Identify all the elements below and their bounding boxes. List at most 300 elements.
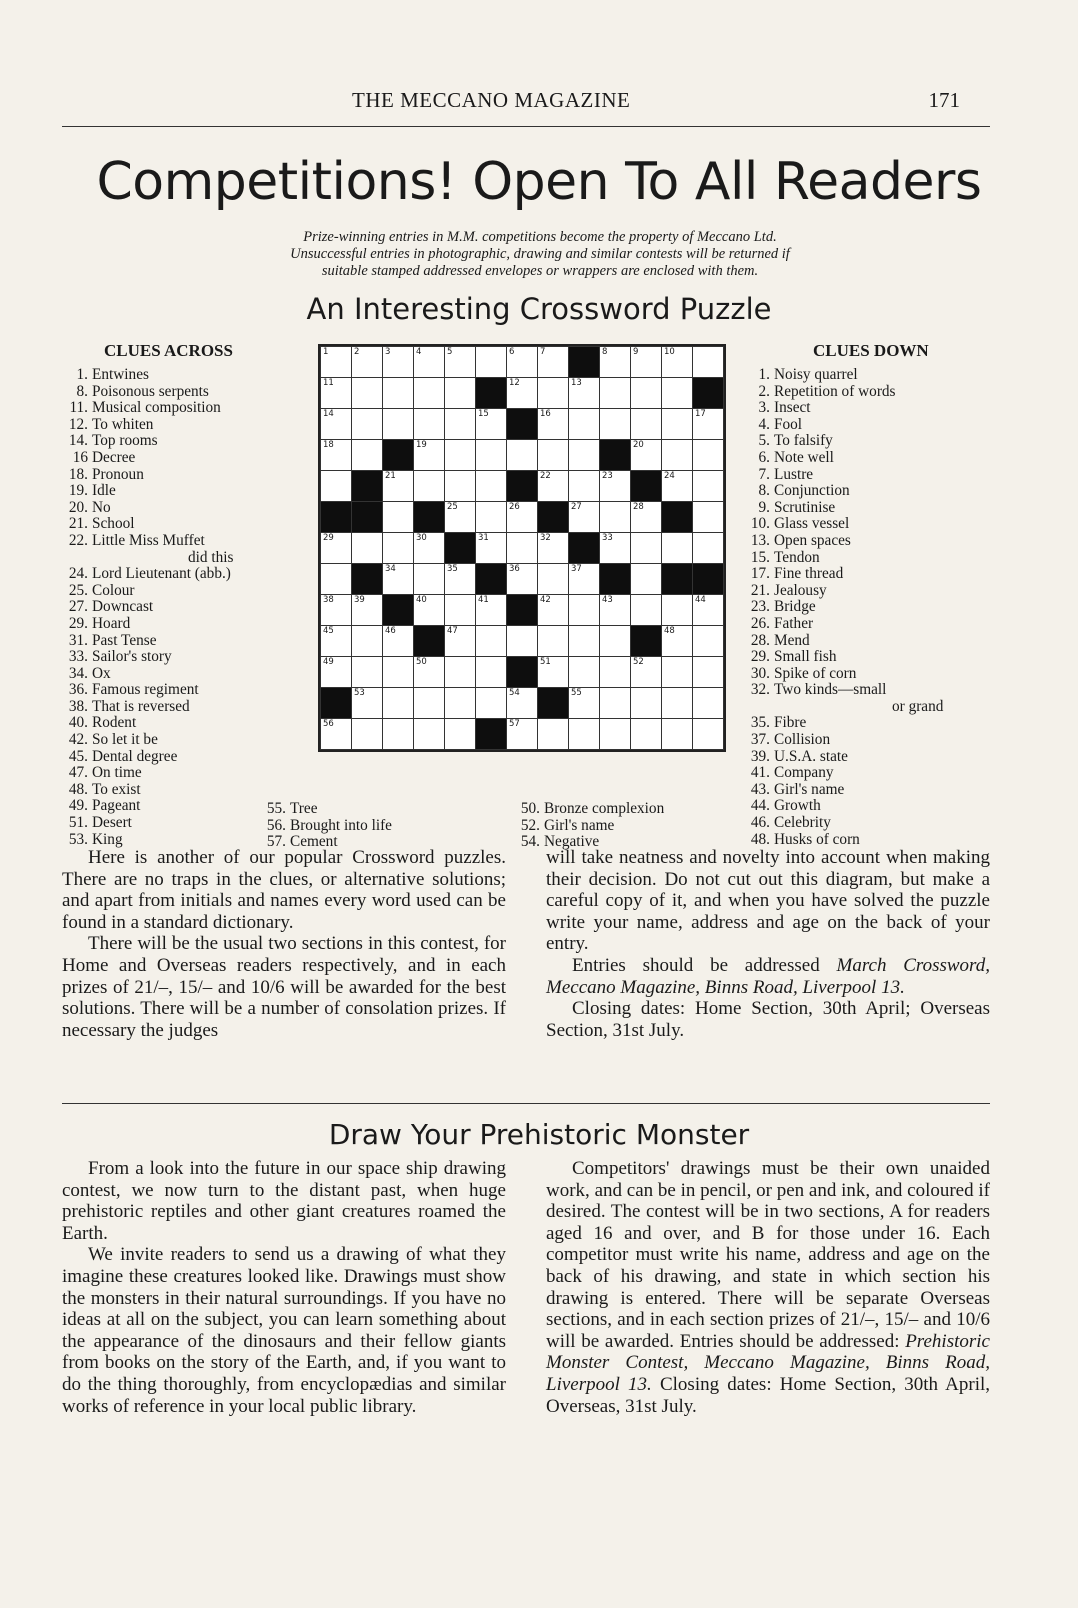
grid-cell: [538, 409, 569, 440]
grid-cell: [631, 347, 662, 378]
grid-cell: [445, 595, 476, 626]
clues-across-continued: [258, 801, 498, 851]
clue-item: [60, 450, 320, 467]
grid-cell: [383, 688, 414, 719]
clue-text: Poisonous serpents: [92, 382, 209, 400]
grid-cell: [662, 626, 693, 657]
grid-cell-number: 28: [633, 502, 644, 512]
grid-cell-number: 46: [385, 626, 396, 636]
grid-cell: [662, 657, 693, 688]
grid-black-square: [414, 626, 445, 657]
clue-text: Colour: [92, 581, 135, 599]
clue-text: Girl's name: [544, 816, 615, 834]
clue-number: 3.: [758, 399, 770, 417]
clue-number: 8.: [76, 382, 88, 400]
monster-rules: Competitors' drawings must be their own unaided work, and can be in pencil, or pen and ink, and coloured if desired. The contest will be in two sections, A for readers aged 16 and over, and B for those under 16. Each competitor must write his name, address and age on the back of his drawing, and state in which section his drawing is entered. There will be separate Overseas sections, and in each section prizes of 21/–, 15/– and 10/6 will be awarded. Entries should be addressed:: [546, 1158, 990, 1352]
grid-cell: [600, 533, 631, 564]
grid-cell: [538, 533, 569, 564]
grid-cell: [507, 564, 538, 595]
grid-black-square: [693, 378, 724, 409]
grid-cell-number: 47: [447, 626, 458, 636]
clue-text: Repetition of words: [774, 382, 896, 400]
grid-black-square: [414, 502, 445, 533]
grid-cell-number: 16: [540, 409, 551, 419]
grid-row: [321, 533, 724, 564]
grid-cell-number: 11: [323, 378, 334, 388]
grid-row: [321, 502, 724, 533]
clue-text: School: [92, 515, 135, 533]
clue-text: Decree: [92, 448, 136, 466]
grid-cell: [476, 688, 507, 719]
clue-number: 46.: [750, 814, 770, 832]
grid-cell: [352, 533, 383, 564]
grid-cell-number: 49: [323, 657, 334, 667]
clue-text: Glass vessel: [774, 515, 850, 533]
clue-item: [60, 417, 320, 434]
clues-down-continued: [512, 801, 742, 851]
grid-cell-number: 43: [602, 595, 613, 605]
grid-cell: [631, 502, 662, 533]
grid-cell: [445, 440, 476, 471]
entries-label: Entries should be addressed: [572, 954, 820, 976]
grid-cell: [476, 595, 507, 626]
clue-text: Spike of corn: [774, 664, 857, 682]
page-title: Competitions! Open To All Readers: [96, 152, 982, 212]
grid-cell: [538, 595, 569, 626]
grid-cell-number: 33: [602, 533, 613, 543]
clue-text: Girl's name: [774, 780, 845, 798]
clue-number: 18.: [68, 465, 88, 483]
clue-number: 48.: [68, 780, 88, 798]
grid-cell: [445, 564, 476, 595]
grid-cell-number: 7: [540, 347, 546, 357]
grid-black-square: [507, 657, 538, 688]
clue-number: 25.: [68, 581, 88, 599]
grid-row: [321, 378, 724, 409]
clue-text: Idle: [92, 482, 116, 500]
grid-cell: [321, 409, 352, 440]
monster-text-right: [546, 1158, 990, 1417]
clue-item: [742, 583, 972, 600]
grid-cell: [414, 471, 445, 502]
grid-black-square: [476, 378, 507, 409]
grid-cell: [631, 595, 662, 626]
crossword-grid: [318, 344, 726, 752]
grid-cell: [631, 657, 662, 688]
grid-cell: [507, 502, 538, 533]
clue-item: [60, 384, 320, 401]
grid-cell: [476, 533, 507, 564]
clue-item: [742, 682, 972, 699]
grid-cell-number: 25: [447, 502, 458, 512]
clue-item: [742, 699, 972, 716]
clue-number: 7.: [758, 465, 770, 483]
grid-cell: [445, 719, 476, 750]
clue-text: Mend: [774, 631, 810, 649]
grid-cell-number: 30: [416, 533, 427, 543]
grid-cell: [352, 719, 383, 750]
clue-number: 31.: [68, 631, 88, 649]
clue-text: Fool: [774, 415, 803, 433]
grid-cell-number: 18: [323, 440, 334, 450]
page-header: [62, 86, 990, 127]
clue-text: Tree: [290, 800, 318, 817]
clue-text: To falsify: [774, 432, 833, 450]
clue-item: [742, 400, 972, 417]
grid-black-square: [352, 502, 383, 533]
grid-cell-number: 27: [571, 502, 582, 512]
grid-cell-number: 8: [602, 347, 608, 357]
grid-row: [321, 471, 724, 502]
grid-cell: [414, 409, 445, 440]
grid-cell: [693, 502, 724, 533]
grid-cell: [569, 688, 600, 719]
monster-text-left: [62, 1158, 506, 1417]
grid-cell-number: 57: [509, 719, 520, 729]
grid-cell: [445, 502, 476, 533]
grid-cell: [414, 440, 445, 471]
grid-black-square: [476, 564, 507, 595]
clue-item: [60, 400, 320, 417]
grid-cell: [600, 409, 631, 440]
clue-item: [60, 765, 320, 782]
grid-cell-number: 20: [633, 440, 644, 450]
paragraph: There will be the usual two sections in this contest, for Home and Overseas readers respectively, and in each prizes of 21/–, 15/– and 10/6 will be awarded for the best solutions. There will be a number of consolation prizes. If necessary the judges: [62, 933, 506, 1041]
grid-cell: [445, 657, 476, 688]
clue-number: 14.: [68, 432, 88, 450]
clue-number: 20.: [68, 498, 88, 516]
clue-item: [60, 433, 320, 450]
grid-cell-number: 41: [478, 595, 489, 605]
clue-text: Ox: [92, 664, 111, 682]
grid-cell-number: 9: [633, 347, 639, 357]
grid-black-square: [662, 564, 693, 595]
grid-cell-number: 39: [354, 595, 365, 605]
clue-text: To exist: [92, 780, 141, 798]
clue-item: [742, 715, 972, 732]
grid-cell: [352, 688, 383, 719]
clue-item: [60, 583, 320, 600]
grid-cell: [414, 378, 445, 409]
grid-cell: [693, 533, 724, 564]
grid-cell: [507, 719, 538, 750]
clue-text: Small fish: [774, 648, 837, 666]
clue-text: Insect: [774, 399, 811, 417]
grid-cell: [631, 440, 662, 471]
grid-cell: [321, 657, 352, 688]
clue-number: 55.: [266, 800, 286, 817]
clue-text: Conjunction: [774, 482, 850, 500]
grid-cell: [569, 440, 600, 471]
clue-text: Fine thread: [774, 565, 844, 583]
clue-number: 23.: [750, 598, 770, 616]
clue-text: Brought into life: [290, 816, 392, 834]
clue-number: 26.: [750, 614, 770, 632]
clue-item: [742, 666, 972, 683]
clue-text: King: [92, 830, 123, 848]
grid-cell: [662, 719, 693, 750]
clue-item: [742, 450, 972, 467]
grid-cell: [476, 471, 507, 502]
grid-cell: [600, 471, 631, 502]
grid-cell: [383, 533, 414, 564]
clue-item: [60, 367, 320, 384]
monster-closing: Closing dates: Home Section, 30th April, Overseas, 31st July.: [546, 1373, 991, 1417]
grid-cell: [538, 440, 569, 471]
grid-cell-number: 2: [354, 347, 360, 357]
clue-number: 21.: [750, 581, 770, 599]
clue-item: [742, 749, 972, 766]
clue-number: 16: [72, 448, 88, 466]
clue-text: or grand: [892, 697, 944, 715]
grid-row: [321, 440, 724, 471]
clue-number: 8.: [758, 482, 770, 500]
grid-cell-number: 19: [416, 440, 427, 450]
clue-item: [60, 599, 320, 616]
grid-cell: [383, 378, 414, 409]
grid-cell: [383, 471, 414, 502]
grid-cell: [569, 626, 600, 657]
grid-cell: [414, 657, 445, 688]
grid-cell-number: 40: [416, 595, 427, 605]
grid-cell-number: 15: [478, 409, 489, 419]
clue-number: 33.: [68, 648, 88, 666]
crossword-text-left: [62, 847, 506, 1041]
clue-text: No: [92, 498, 111, 516]
clue-text: Bronze complexion: [544, 800, 665, 817]
clue-text: Top rooms: [92, 432, 158, 450]
clue-item: [60, 550, 320, 567]
grid-row: [321, 409, 724, 440]
clues-down-list: [742, 367, 972, 848]
grid-cell-number: 55: [571, 688, 582, 698]
clue-item: [742, 433, 972, 450]
clue-item: [258, 801, 498, 818]
grid-cell-number: 53: [354, 688, 365, 698]
clue-item: [60, 749, 320, 766]
grid-cell: [383, 502, 414, 533]
crossword-text-right: [546, 847, 990, 1041]
clue-text: Lustre: [774, 465, 814, 483]
grid-cell: [600, 688, 631, 719]
grid-cell: [383, 657, 414, 688]
grid-cell-number: 13: [571, 378, 582, 388]
clue-number: 2.: [758, 382, 770, 400]
clue-text: Desert: [92, 814, 132, 832]
clue-item: [60, 616, 320, 633]
clue-number: 44.: [750, 797, 770, 815]
clue-text: Celebrity: [774, 814, 831, 832]
clue-number: 24.: [68, 565, 88, 583]
clue-number: 15.: [750, 548, 770, 566]
clue-text: Note well: [774, 448, 834, 466]
clue-number: 1.: [76, 366, 88, 383]
paragraph: From a look into the future in our space ship drawing contest, we now turn to the distant past, when huge prehistoric reptiles and other giant creatures roamed the Earth.: [62, 1158, 506, 1244]
grid-cell-number: 42: [540, 595, 551, 605]
clue-number: 43.: [750, 780, 770, 798]
grid-cell: [507, 688, 538, 719]
grid-cell: [693, 440, 724, 471]
grid-cell: [600, 502, 631, 533]
grid-cell: [321, 347, 352, 378]
entries-address: March Crossword, Meccano Magazine, Binns Road, Liverpool 13.: [546, 954, 990, 998]
grid-cell: [569, 657, 600, 688]
clue-text: Sailor's story: [92, 648, 172, 666]
clue-number: 32.: [750, 681, 770, 699]
clue-number: 39.: [750, 747, 770, 765]
clue-text: Husks of corn: [774, 830, 860, 848]
monster-address: Prehistoric Monster Contest, Meccano Magazine, Binns Road, Liverpool 13.: [546, 1330, 990, 1395]
clue-number: 42.: [68, 731, 88, 749]
grid-cell: [693, 719, 724, 750]
grid-cell: [383, 564, 414, 595]
grid-cell: [569, 595, 600, 626]
grid-cell: [538, 719, 569, 750]
clue-text: Collision: [774, 731, 831, 749]
clue-item: [742, 599, 972, 616]
clue-number: 50.: [520, 800, 540, 817]
clue-text: did this: [188, 548, 234, 566]
clue-number: 53.: [68, 830, 88, 848]
grid-cell: [662, 471, 693, 502]
grid-cell: [631, 688, 662, 719]
clue-item: [60, 633, 320, 650]
grid-cell: [600, 378, 631, 409]
intro-line: suitable stamped addressed envelopes or wrappers are enclosed with them.: [321, 263, 759, 279]
grid-cell: [414, 564, 445, 595]
clue-text: Little Miss Muffet: [92, 531, 205, 549]
grid-cell-number: 50: [416, 657, 427, 667]
clue-number: 27.: [68, 598, 88, 616]
grid-row: [321, 626, 724, 657]
grid-cell: [569, 564, 600, 595]
grid-cell: [569, 378, 600, 409]
grid-black-square: [507, 595, 538, 626]
grid-cell: [538, 378, 569, 409]
clue-text: Downcast: [92, 598, 154, 616]
grid-black-square: [693, 564, 724, 595]
grid-cell: [383, 626, 414, 657]
monster-title: Draw Your Prehistoric Monster: [328, 1118, 750, 1151]
grid-cell: [321, 595, 352, 626]
clue-text: Fibre: [774, 714, 807, 732]
clue-text: Father: [774, 614, 814, 632]
grid-cell: [414, 688, 445, 719]
grid-cell: [445, 378, 476, 409]
grid-cell: [352, 378, 383, 409]
grid-cell-number: 17: [695, 409, 706, 419]
grid-cell: [662, 688, 693, 719]
clue-number: 37.: [750, 731, 770, 749]
grid-black-square: [383, 595, 414, 626]
grid-cell: [321, 471, 352, 502]
grid-black-square: [631, 471, 662, 502]
grid-cell: [476, 409, 507, 440]
grid-cell: [600, 657, 631, 688]
grid-cell-number: 34: [385, 564, 396, 574]
clue-item: [742, 649, 972, 666]
clue-text: Jealousy: [774, 581, 827, 599]
grid-cell: [445, 347, 476, 378]
grid-row: [321, 595, 724, 626]
grid-cell: [538, 564, 569, 595]
grid-cell-number: 26: [509, 502, 520, 512]
clue-number: 57.: [266, 833, 286, 851]
grid-cell: [476, 626, 507, 657]
clue-number: 56.: [266, 816, 286, 834]
clue-item: [60, 500, 320, 517]
grid-row: [321, 688, 724, 719]
grid-cell-number: 6: [509, 347, 515, 357]
grid-cell: [507, 347, 538, 378]
grid-cell: [383, 347, 414, 378]
clue-item: [742, 782, 972, 799]
clue-text: To whiten: [92, 415, 154, 433]
grid-cell: [600, 626, 631, 657]
clue-item: [60, 467, 320, 484]
clue-text: Entwines: [92, 366, 149, 383]
grid-cell-number: 24: [664, 471, 675, 481]
clue-item: [60, 715, 320, 732]
grid-cell: [538, 626, 569, 657]
page-number: 171: [928, 88, 960, 112]
clues-across-heading: CLUES ACROSS: [104, 341, 233, 360]
grid-cell: [352, 409, 383, 440]
grid-cell: [476, 440, 507, 471]
clue-item: [742, 384, 972, 401]
clue-text: So let it be: [92, 731, 158, 749]
grid-cell: [662, 595, 693, 626]
grid-cell-number: 48: [664, 626, 675, 636]
clue-item: [742, 533, 972, 550]
grid-black-square: [383, 440, 414, 471]
grid-cell: [445, 409, 476, 440]
clue-item: [742, 550, 972, 567]
clue-number: 51.: [68, 814, 88, 832]
clue-number: 4.: [758, 415, 770, 433]
grid-cell-number: 4: [416, 347, 422, 357]
clue-text: Dental degree: [92, 747, 178, 765]
clue-number: 30.: [750, 664, 770, 682]
clue-number: 13.: [750, 531, 770, 549]
grid-cell-number: 37: [571, 564, 582, 574]
grid-black-square: [321, 688, 352, 719]
grid-cell: [321, 626, 352, 657]
clue-number: 5.: [758, 432, 770, 450]
grid-cell: [383, 719, 414, 750]
grid-cell-number: 31: [478, 533, 489, 543]
grid-cell: [600, 347, 631, 378]
grid-cell-number: 54: [509, 688, 520, 698]
clue-number: 29.: [750, 648, 770, 666]
clue-item: [60, 483, 320, 500]
clue-number: 17.: [750, 565, 770, 583]
grid-row: [321, 564, 724, 595]
clue-item: [60, 699, 320, 716]
grid-cell-number: 10: [664, 347, 675, 357]
intro-line: Unsuccessful entries in photographic, drawing and similar contests will be returned if: [290, 246, 790, 262]
grid-cell: [631, 533, 662, 564]
grid-cell: [352, 347, 383, 378]
clues-down-heading: CLUES DOWN: [813, 341, 929, 360]
clue-text: Tendon: [774, 548, 820, 566]
grid-black-square: [569, 533, 600, 564]
clue-item: [742, 832, 972, 849]
grid-cell: [476, 502, 507, 533]
clue-number: 9.: [758, 498, 770, 516]
clue-number: 6.: [758, 448, 770, 466]
grid-cell: [445, 626, 476, 657]
